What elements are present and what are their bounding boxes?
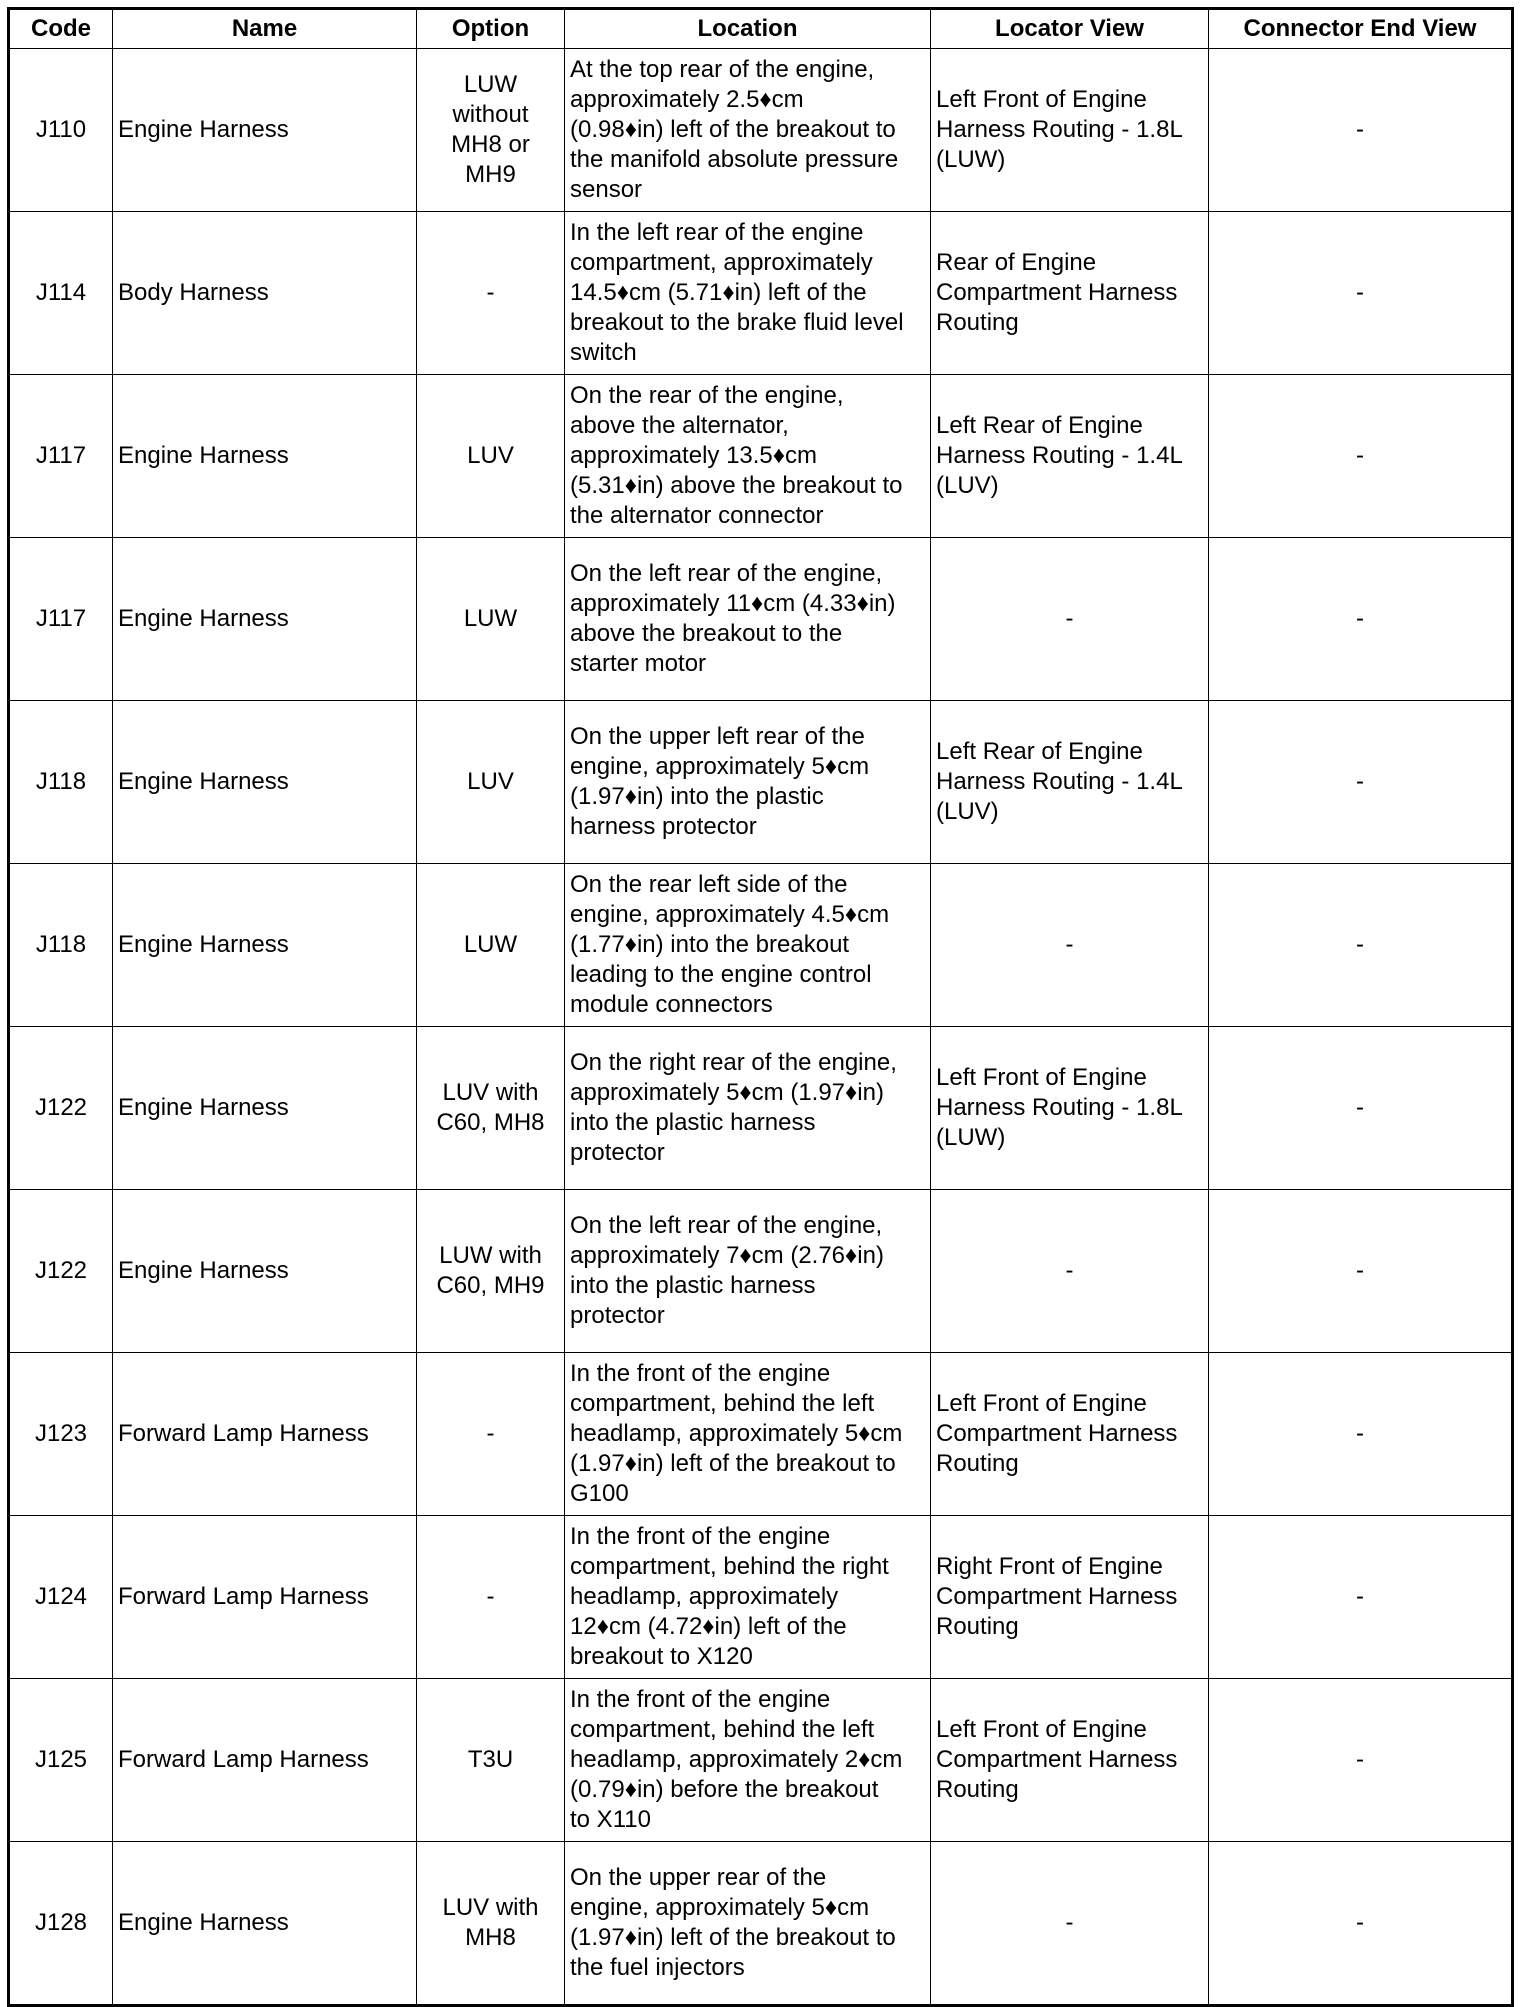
cell-code: J118 (9, 701, 113, 864)
cell-code: J118 (9, 864, 113, 1027)
cell-location: In the front of the engine compartment, behind the left headlamp, approximately 2♦cm (0.79♦in) before the breakout to X110 (565, 1679, 931, 1842)
cell-name: Engine Harness (113, 701, 417, 864)
cell-locator-view: Rear of Engine Compartment Harness Routing (931, 212, 1209, 375)
cell-connector-end-view: - (1209, 864, 1513, 1027)
cell-locator-view: Left Front of Engine Compartment Harness Routing (931, 1353, 1209, 1516)
cell-location: In the front of the engine compartment, behind the left headlamp, approximately 5♦cm (1.97♦in) left of the breakout to G100 (565, 1353, 931, 1516)
cell-name: Engine Harness (113, 864, 417, 1027)
cell-connector-end-view: - (1209, 1353, 1513, 1516)
cell-locator-view: Left Front of Engine Harness Routing - 1.8L (LUW) (931, 1027, 1209, 1190)
cell-option: - (417, 1516, 565, 1679)
cell-location: On the left rear of the engine, approximately 11♦cm (4.33♦in) above the breakout to the starter motor (565, 538, 931, 701)
header-code: Code (9, 9, 113, 49)
cell-name: Engine Harness (113, 1190, 417, 1353)
cell-location: On the rear of the engine, above the alternator, approximately 13.5♦cm (5.31♦in) above the breakout to the alternator connector (565, 375, 931, 538)
cell-option: LUV (417, 701, 565, 864)
cell-location: On the right rear of the engine, approximately 5♦cm (1.97♦in) into the plastic harness protector (565, 1027, 931, 1190)
cell-locator-view: - (931, 864, 1209, 1027)
cell-option: LUW (417, 864, 565, 1027)
cell-code: J125 (9, 1679, 113, 1842)
table-row (9, 1190, 1513, 1353)
cell-code: J122 (9, 1190, 113, 1353)
cell-locator-view: - (931, 1190, 1209, 1353)
table-row (9, 1027, 1513, 1190)
cell-locator-view: Left Front of Engine Harness Routing - 1.8L (LUW) (931, 49, 1209, 212)
cell-code: J110 (9, 49, 113, 212)
cell-locator-view: Left Rear of Engine Harness Routing - 1.4L (LUV) (931, 375, 1209, 538)
cell-locator-view: - (931, 538, 1209, 701)
cell-connector-end-view: - (1209, 375, 1513, 538)
header-connector-end-view: Connector End View (1209, 9, 1513, 49)
cell-connector-end-view: - (1209, 1190, 1513, 1353)
table-row (9, 864, 1513, 1027)
cell-connector-end-view: - (1209, 701, 1513, 864)
cell-code: J124 (9, 1516, 113, 1679)
cell-connector-end-view: - (1209, 1516, 1513, 1679)
cell-locator-view: Right Front of Engine Compartment Harness Routing (931, 1516, 1209, 1679)
table-row (9, 1353, 1513, 1516)
header-row (9, 9, 1513, 49)
cell-code: J123 (9, 1353, 113, 1516)
cell-connector-end-view: - (1209, 212, 1513, 375)
cell-name: Engine Harness (113, 1842, 417, 2006)
cell-location: In the left rear of the engine compartment, approximately 14.5♦cm (5.71♦in) left of the breakout to the brake fluid level switch (565, 212, 931, 375)
cell-code: J117 (9, 538, 113, 701)
cell-name: Engine Harness (113, 49, 417, 212)
cell-name: Engine Harness (113, 1027, 417, 1190)
cell-location: On the upper rear of the engine, approximately 5♦cm (1.97♦in) left of the breakout to the fuel injectors (565, 1842, 931, 2006)
table-row (9, 1842, 1513, 2006)
table-row (9, 375, 1513, 538)
cell-name: Engine Harness (113, 538, 417, 701)
cell-locator-view: Left Front of Engine Compartment Harness Routing (931, 1679, 1209, 1842)
cell-name: Forward Lamp Harness (113, 1679, 417, 1842)
table-row (9, 212, 1513, 375)
cell-connector-end-view: - (1209, 1679, 1513, 1842)
cell-option: LUV with MH8 (417, 1842, 565, 2006)
cell-connector-end-view: - (1209, 1842, 1513, 2006)
cell-name: Forward Lamp Harness (113, 1353, 417, 1516)
cell-location: On the upper left rear of the engine, approximately 5♦cm (1.97♦in) into the plastic harness protector (565, 701, 931, 864)
cell-option: LUW with C60, MH9 (417, 1190, 565, 1353)
cell-locator-view: Left Rear of Engine Harness Routing - 1.4L (LUV) (931, 701, 1209, 864)
table-row (9, 538, 1513, 701)
cell-location: On the rear left side of the engine, approximately 4.5♦cm (1.77♦in) into the breakout leading to the engine control module connectors (565, 864, 931, 1027)
cell-option: - (417, 1353, 565, 1516)
cell-option: LUW without MH8 or MH9 (417, 49, 565, 212)
cell-code: J122 (9, 1027, 113, 1190)
cell-name: Body Harness (113, 212, 417, 375)
cell-option: T3U (417, 1679, 565, 1842)
cell-location: On the left rear of the engine, approximately 7♦cm (2.76♦in) into the plastic harness protector (565, 1190, 931, 1353)
table-row (9, 701, 1513, 864)
table-row (9, 1679, 1513, 1842)
cell-option: LUW (417, 538, 565, 701)
cell-connector-end-view: - (1209, 49, 1513, 212)
header-location: Location (565, 9, 931, 49)
cell-location: In the front of the engine compartment, behind the right headlamp, approximately 12♦cm (4.72♦in) left of the breakout to X120 (565, 1516, 931, 1679)
table-row (9, 1516, 1513, 1679)
cell-locator-view: - (931, 1842, 1209, 2006)
connector-table (7, 7, 1514, 2007)
header-name: Name (113, 9, 417, 49)
cell-option: - (417, 212, 565, 375)
cell-connector-end-view: - (1209, 1027, 1513, 1190)
cell-option: LUV (417, 375, 565, 538)
cell-code: J114 (9, 212, 113, 375)
header-locator-view: Locator View (931, 9, 1209, 49)
table-row (9, 49, 1513, 212)
cell-connector-end-view: - (1209, 538, 1513, 701)
cell-location: At the top rear of the engine, approximately 2.5♦cm (0.98♦in) left of the breakout to the manifold absolute pressure sensor (565, 49, 931, 212)
cell-option: LUV with C60, MH8 (417, 1027, 565, 1190)
cell-name: Engine Harness (113, 375, 417, 538)
cell-code: J117 (9, 375, 113, 538)
cell-name: Forward Lamp Harness (113, 1516, 417, 1679)
header-option: Option (417, 9, 565, 49)
cell-code: J128 (9, 1842, 113, 2006)
